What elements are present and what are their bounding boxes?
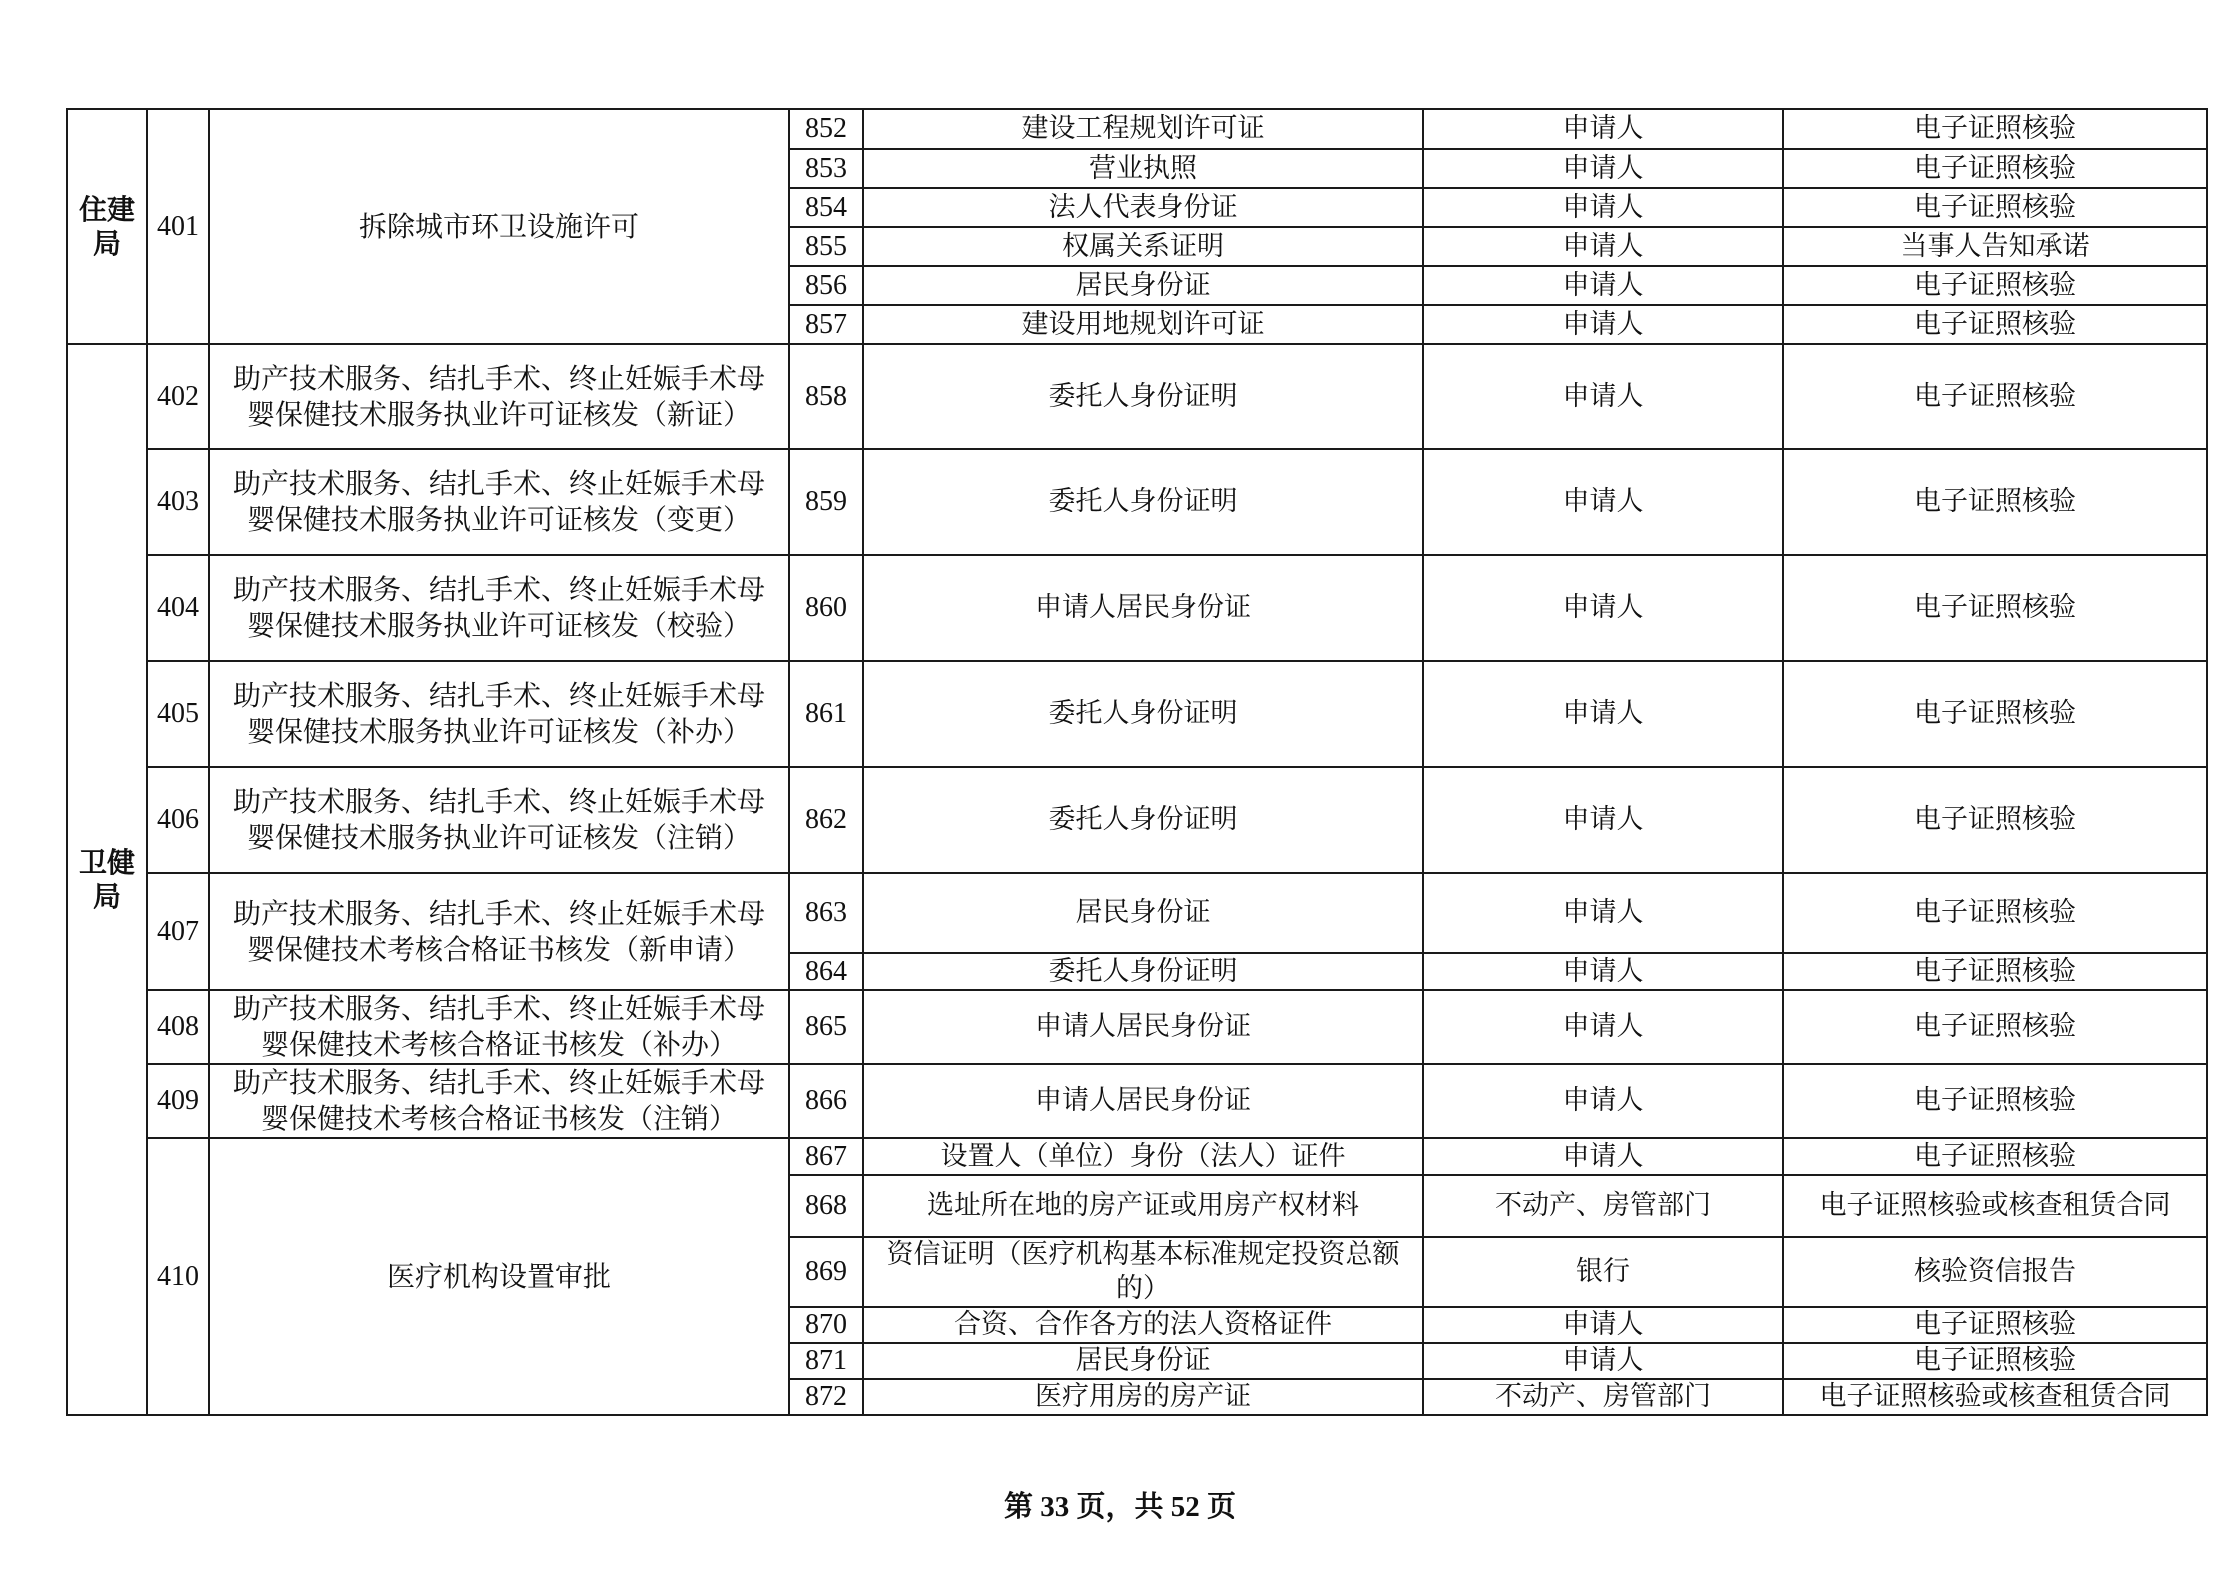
material-number-cell: 872: [789, 1379, 863, 1415]
provider-cell: 申请人: [1423, 1307, 1783, 1343]
department-cell: 住建局: [67, 109, 147, 344]
material-name-cell: 建设工程规划许可证: [863, 109, 1423, 149]
item-name-cell: 助产技术服务、结扎手术、终止妊娠手术母婴保健技术服务执业许可证核发（补办）: [209, 661, 789, 767]
provider-cell: 申请人: [1423, 767, 1783, 873]
material-number-cell: 855: [789, 227, 863, 266]
material-number-cell: 863: [789, 873, 863, 953]
provider-cell: 申请人: [1423, 149, 1783, 188]
material-number-cell: 854: [789, 188, 863, 227]
material-number-cell: 867: [789, 1138, 863, 1175]
material-number-cell: 856: [789, 266, 863, 305]
material-name-cell: 申请人居民身份证: [863, 555, 1423, 661]
material-name-cell: 营业执照: [863, 149, 1423, 188]
provider-cell: 申请人: [1423, 227, 1783, 266]
item-number-cell: 406: [147, 767, 209, 873]
verification-method-cell: 电子证照核验: [1783, 953, 2207, 990]
table-row: [67, 344, 2207, 449]
material-name-cell: 选址所在地的房产证或用房产权材料: [863, 1175, 1423, 1237]
item-number-cell: 409: [147, 1064, 209, 1138]
item-name-cell: 助产技术服务、结扎手术、终止妊娠手术母婴保健技术服务执业许可证核发（新证）: [209, 344, 789, 449]
page-footer: 第 33 页，共 52 页: [1003, 1491, 1236, 1523]
provider-cell: 申请人: [1423, 266, 1783, 305]
department-cell: 卫健局: [67, 344, 147, 1415]
verification-method-cell: 电子证照核验: [1783, 188, 2207, 227]
material-number-cell: 858: [789, 344, 863, 449]
verification-method-cell: 电子证照核验: [1783, 873, 2207, 953]
item-number-cell: 405: [147, 661, 209, 767]
material-name-cell: 申请人居民身份证: [863, 990, 1423, 1064]
verification-method-cell: 电子证照核验: [1783, 1138, 2207, 1175]
verification-method-cell: 当事人告知承诺: [1783, 227, 2207, 266]
material-number-cell: 852: [789, 109, 863, 149]
verification-method-cell: 电子证照核验: [1783, 555, 2207, 661]
material-name-cell: 建设用地规划许可证: [863, 305, 1423, 344]
material-name-cell: 委托人身份证明: [863, 661, 1423, 767]
material-name-cell: 居民身份证: [863, 873, 1423, 953]
material-name-cell: 委托人身份证明: [863, 767, 1423, 873]
verification-method-cell: 电子证照核验或核查租赁合同: [1783, 1175, 2207, 1237]
table-row: [67, 109, 2207, 149]
item-number-cell: 407: [147, 873, 209, 990]
item-name-cell: 医疗机构设置审批: [209, 1138, 789, 1415]
provider-cell: 申请人: [1423, 873, 1783, 953]
table-row: [67, 661, 2207, 767]
material-name-cell: 合资、合作各方的法人资格证件: [863, 1307, 1423, 1343]
provider-cell: 申请人: [1423, 990, 1783, 1064]
provider-cell: 不动产、房管部门: [1423, 1175, 1783, 1237]
provider-cell: 申请人: [1423, 109, 1783, 149]
provider-cell: 申请人: [1423, 344, 1783, 449]
table-row: [67, 990, 2207, 1064]
provider-cell: 不动产、房管部门: [1423, 1379, 1783, 1415]
material-name-cell: 医疗用房的房产证: [863, 1379, 1423, 1415]
verification-method-cell: 电子证照核验: [1783, 109, 2207, 149]
material-number-cell: 868: [789, 1175, 863, 1237]
verification-method-cell: 电子证照核验或核查租赁合同: [1783, 1379, 2207, 1415]
material-name-cell: 委托人身份证明: [863, 449, 1423, 555]
material-name-cell: 居民身份证: [863, 266, 1423, 305]
table-row: [67, 873, 2207, 953]
item-name-cell: 助产技术服务、结扎手术、终止妊娠手术母婴保健技术服务执业许可证核发（注销）: [209, 767, 789, 873]
material-number-cell: 860: [789, 555, 863, 661]
item-name-cell: 拆除城市环卫设施许可: [209, 109, 789, 344]
material-name-cell: 申请人居民身份证: [863, 1064, 1423, 1138]
table-row: [67, 767, 2207, 873]
verification-method-cell: 电子证照核验: [1783, 1307, 2207, 1343]
verification-method-cell: 电子证照核验: [1783, 149, 2207, 188]
verification-method-cell: 电子证照核验: [1783, 449, 2207, 555]
table-body: [67, 109, 2207, 1415]
provider-cell: 申请人: [1423, 188, 1783, 227]
material-name-cell: 权属关系证明: [863, 227, 1423, 266]
material-number-cell: 862: [789, 767, 863, 873]
material-name-cell: 委托人身份证明: [863, 344, 1423, 449]
verification-method-cell: 核验资信报告: [1783, 1237, 2207, 1307]
item-number-cell: 408: [147, 990, 209, 1064]
provider-cell: 申请人: [1423, 953, 1783, 990]
item-number-cell: 401: [147, 109, 209, 344]
item-number-cell: 402: [147, 344, 209, 449]
material-number-cell: 870: [789, 1307, 863, 1343]
provider-cell: 申请人: [1423, 1138, 1783, 1175]
verification-method-cell: 电子证照核验: [1783, 661, 2207, 767]
material-name-cell: 资信证明（医疗机构基本标准规定投资总额的）: [863, 1237, 1423, 1307]
material-name-cell: 法人代表身份证: [863, 188, 1423, 227]
item-name-cell: 助产技术服务、结扎手术、终止妊娠手术母婴保健技术服务执业许可证核发（校验）: [209, 555, 789, 661]
material-number-cell: 871: [789, 1343, 863, 1379]
material-name-cell: 委托人身份证明: [863, 953, 1423, 990]
provider-cell: 银行: [1423, 1237, 1783, 1307]
material-name-cell: 居民身份证: [863, 1343, 1423, 1379]
provider-cell: 申请人: [1423, 449, 1783, 555]
item-name-cell: 助产技术服务、结扎手术、终止妊娠手术母婴保健技术服务执业许可证核发（变更）: [209, 449, 789, 555]
table-row: [67, 449, 2207, 555]
provider-cell: 申请人: [1423, 305, 1783, 344]
provider-cell: 申请人: [1423, 661, 1783, 767]
table-row: [67, 555, 2207, 661]
verification-method-cell: 电子证照核验: [1783, 990, 2207, 1064]
verification-method-cell: 电子证照核验: [1783, 1064, 2207, 1138]
material-number-cell: 857: [789, 305, 863, 344]
item-name-cell: 助产技术服务、结扎手术、终止妊娠手术母婴保健技术考核合格证书核发（补办）: [209, 990, 789, 1064]
verification-method-cell: 电子证照核验: [1783, 266, 2207, 305]
provider-cell: 申请人: [1423, 1064, 1783, 1138]
verification-method-cell: 电子证照核验: [1783, 344, 2207, 449]
material-number-cell: 869: [789, 1237, 863, 1307]
material-number-cell: 861: [789, 661, 863, 767]
table-row: [67, 1138, 2207, 1175]
material-number-cell: 865: [789, 990, 863, 1064]
verification-method-cell: 电子证照核验: [1783, 1343, 2207, 1379]
provider-cell: 申请人: [1423, 1343, 1783, 1379]
provider-cell: 申请人: [1423, 555, 1783, 661]
item-number-cell: 403: [147, 449, 209, 555]
item-number-cell: 410: [147, 1138, 209, 1415]
material-number-cell: 866: [789, 1064, 863, 1138]
material-name-cell: 设置人（单位）身份（法人）证件: [863, 1138, 1423, 1175]
material-number-cell: 859: [789, 449, 863, 555]
item-name-cell: 助产技术服务、结扎手术、终止妊娠手术母婴保健技术考核合格证书核发（注销）: [209, 1064, 789, 1138]
material-number-cell: 853: [789, 149, 863, 188]
item-number-cell: 404: [147, 555, 209, 661]
table-row: [67, 1064, 2207, 1138]
matters-table: [66, 108, 2208, 1416]
material-number-cell: 864: [789, 953, 863, 990]
verification-method-cell: 电子证照核验: [1783, 767, 2207, 873]
item-name-cell: 助产技术服务、结扎手术、终止妊娠手术母婴保健技术考核合格证书核发（新申请）: [209, 873, 789, 990]
verification-method-cell: 电子证照核验: [1783, 305, 2207, 344]
